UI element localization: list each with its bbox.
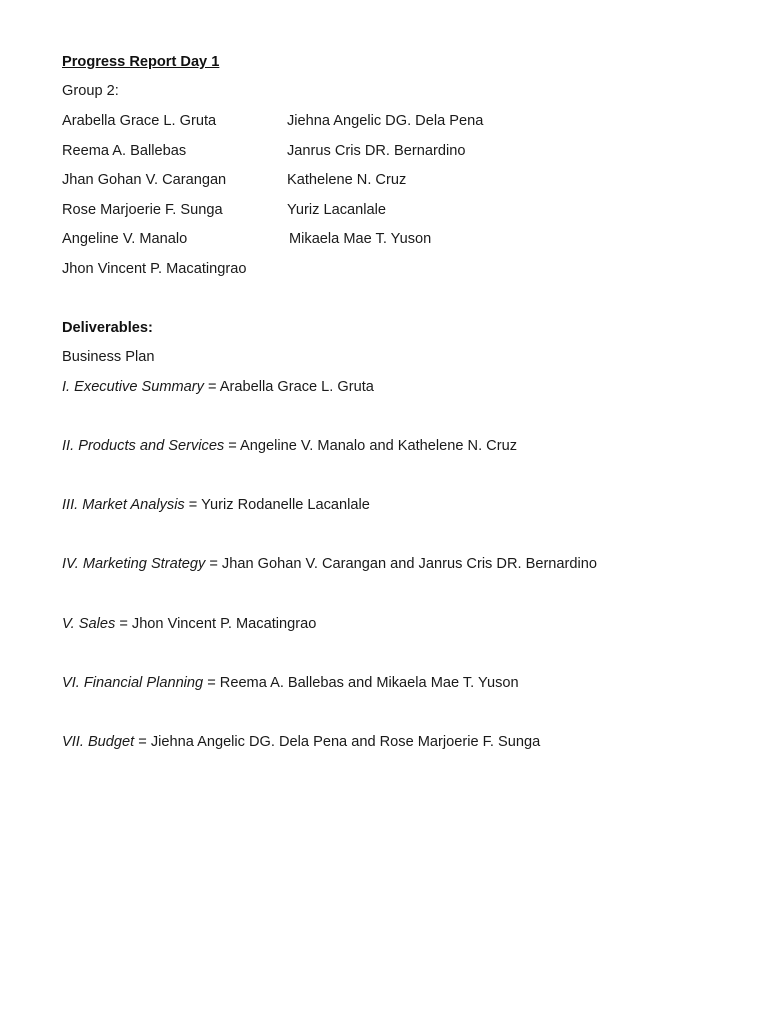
section-assignees: = Angeline V. Manalo and Kathelene N. Cruz (224, 438, 517, 454)
group-label: Group 2: (62, 83, 119, 99)
section-name: IV. Marketing Strategy (62, 556, 206, 572)
section-assignees: = Jhon Vincent P. Macatingrao (115, 616, 317, 632)
assignment-line (62, 437, 517, 455)
section-name: VII. Budget (62, 734, 135, 750)
report-title: Progress Report Day 1 (62, 54, 220, 70)
member-name: Jiehna Angelic DG. Dela Pena (287, 113, 484, 129)
assignment-line (62, 615, 316, 633)
assignment-line (62, 378, 374, 396)
member-name: Mikaela Mae T. Yuson (289, 231, 432, 247)
section-assignees: = Jiehna Angelic DG. Dela Pena and Rose Marjoerie F. Sunga (134, 734, 541, 750)
section-name: I. Executive Summary (62, 379, 204, 395)
section-name: II. Products and Services (62, 438, 225, 454)
section-assignees: = Reema A. Ballebas and Mikaela Mae T. Yuson (203, 675, 519, 691)
member-name: Reema A. Ballebas (62, 143, 187, 159)
section-name: VI. Financial Planning (62, 675, 204, 691)
assignment-line (62, 733, 540, 751)
member-name: Jhan Gohan V. Carangan (62, 172, 227, 188)
section-name: III. Market Analysis (62, 497, 185, 513)
section-assignees: = Yuriz Rodanelle Lacanlale (184, 497, 370, 513)
section-name: V. Sales (62, 616, 116, 632)
assignment-line (62, 496, 370, 514)
member-name: Arabella Grace L. Gruta (62, 113, 217, 129)
business-plan-label: Business Plan (62, 349, 155, 365)
deliverables-heading: Deliverables: (62, 320, 153, 336)
member-name: Angeline V. Manalo (62, 231, 188, 247)
member-name: Kathelene N. Cruz (287, 172, 407, 188)
assignment-line (62, 674, 519, 692)
assignment-line (62, 555, 597, 573)
section-assignees: = Arabella Grace L. Gruta (203, 379, 374, 395)
member-name: Rose Marjoerie F. Sunga (62, 202, 223, 218)
member-name: Jhon Vincent P. Macatingrao (62, 261, 247, 277)
section-assignees: = Jhan Gohan V. Carangan and Janrus Cris DR. Bernardino (205, 556, 597, 572)
member-name: Yuriz Lacanlale (287, 202, 386, 218)
member-name: Janrus Cris DR. Bernardino (287, 143, 466, 159)
